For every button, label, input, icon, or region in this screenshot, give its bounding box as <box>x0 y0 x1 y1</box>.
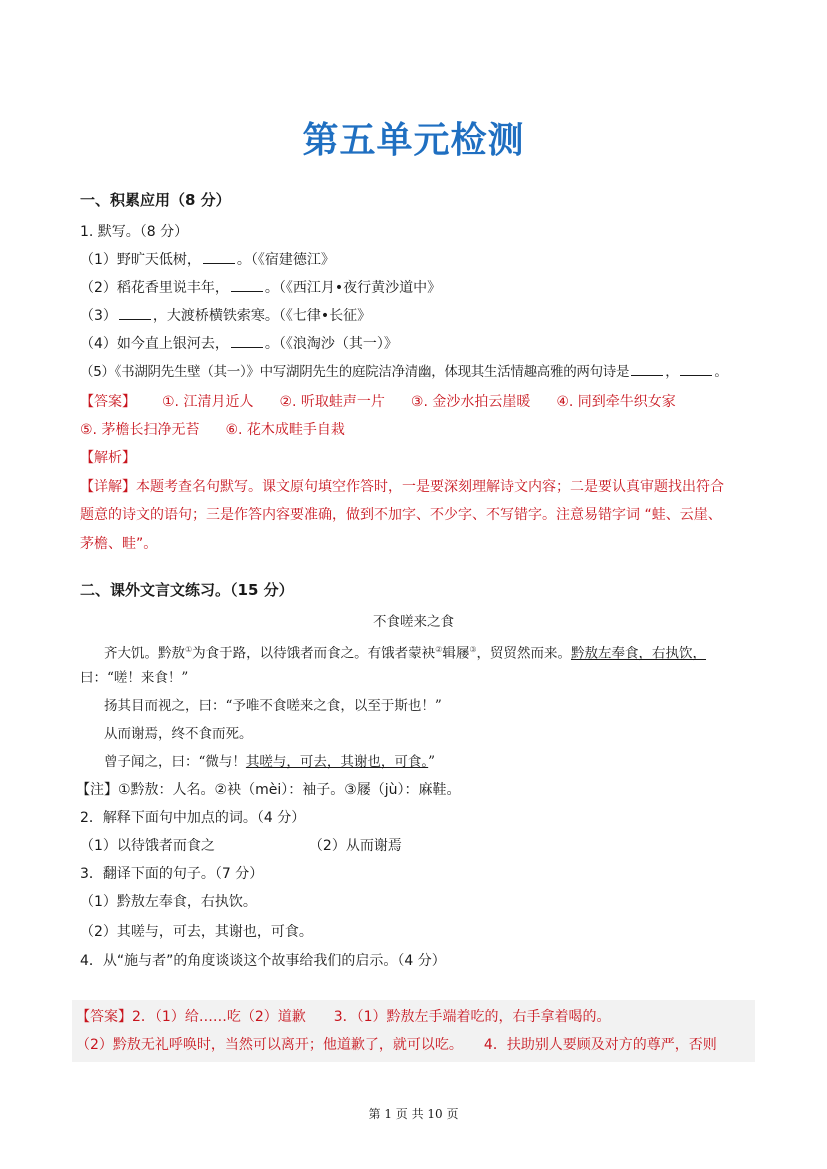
question-2-item-2: （2）从而谢焉 <box>308 838 402 854</box>
passage-text: 曾子闻之，曰：“微与！ <box>104 754 246 770</box>
answer-item: ②. 听取蛙声一片 <box>279 394 385 410</box>
question-4: 4．从“施与者”的角度谈谈这个故事给我们的启示。（4 分） <box>80 953 446 969</box>
fill-item-source: 。（《西江月•夜行黄沙道中》 <box>264 280 442 296</box>
question-1: 1. 默写。（8 分） <box>80 224 189 240</box>
answer-item: ④. 同到牵牛织女家 <box>556 394 676 410</box>
page-title: 第五单元检测 <box>302 120 525 161</box>
fill-item-text: （3） <box>80 308 117 324</box>
question-2-items <box>80 836 402 856</box>
passage-text: 辑屦 <box>442 645 470 662</box>
fill-item-text: （4）如今直上银河去， <box>80 336 229 352</box>
fill-item-source: 。（《宿建德江》 <box>236 252 335 268</box>
answer-item: ①. 江清月近人 <box>162 394 254 410</box>
question-2-item-1: （1）以待饿者而食之 <box>80 838 215 854</box>
answer-line-2: （2）黔敖无礼呼唤时，当然可以离开；他道歉了，就可以吃。 4．扶助别人要顾及对方的尊严，否则 <box>76 1037 717 1053</box>
fill-item-3 <box>80 306 371 326</box>
fill-item-end: 。 <box>714 364 728 380</box>
answer-item: ⑤. 茅檐长扫净无苔 <box>80 422 200 438</box>
passage-line-4: 从而谢焉，终不食而死。 <box>104 726 253 742</box>
page-footer: 第 1 页 共 10 页 <box>368 1107 459 1121</box>
answer-text: 2．（1）给……吃（2）道歉 3．（1）黔敖左手端着吃的，右手拿着喝的。 <box>132 1009 611 1025</box>
passage-text: ，贸贸然而来。 <box>476 645 572 662</box>
passage-text: ” <box>428 754 436 770</box>
detail-line-1: 【详解】本题考查名句默写。课文原句填空作答时，一是要深刻理解诗文内容；二是要认真审题找出符合 <box>80 479 724 495</box>
passage-line-3: 扬其目而视之，曰：“予唯不食嗟来之食，以至于斯也！” <box>104 698 442 714</box>
underlined-sentence: 其嗟与，可去，其谢也，可食。 <box>245 754 429 770</box>
section-1-heading: 一、积累应用（8 分） <box>80 191 231 209</box>
fill-item-4 <box>80 334 398 354</box>
fill-item-source: 。（《浪淘沙（其一）》 <box>264 336 398 352</box>
footnote-marker: ② <box>435 645 443 654</box>
question-3-item-2: （2）其嗟与，可去，其谢也，可食。 <box>80 924 313 940</box>
detail-line-3: 茅檐、畦”。 <box>80 536 158 552</box>
question-3: 3．翻译下面的句子。（7 分） <box>80 866 264 882</box>
analysis-label: 【解析】 <box>80 450 136 466</box>
footnote: 【注】①黔敖：人名。②袂（mèi）：袖子。③屦（jù）：麻鞋。 <box>76 782 461 798</box>
passage-text: 齐大饥。黔敖 <box>104 645 185 662</box>
answer-row-2 <box>80 420 345 440</box>
answer-blank[interactable] <box>231 279 263 292</box>
detail-line-2: 题意的诗文的语句；三是作答内容要准确，做到不加字、不少字、不写错字。注意易错字词 “蛙、云崖、 <box>80 507 722 523</box>
answer-blank[interactable] <box>203 251 235 264</box>
answer-blank[interactable] <box>119 307 151 320</box>
answer-blank[interactable] <box>231 335 263 348</box>
answer-label: 【答案】 <box>80 394 136 410</box>
fill-item-text: （2）稻花香里说丰年， <box>80 280 229 296</box>
passage-title: 不食嗟来之食 <box>373 614 454 630</box>
answer-item: ③. 金沙水拍云崖暖 <box>410 394 531 410</box>
fill-item-text: （5）《书湖阴先生壁（其一）》中写湖阴先生的庭院洁净清幽，体现其生活情趣高雅的两句诗是 <box>80 364 630 380</box>
fill-item-2 <box>80 278 441 298</box>
answer-label: 【答案】 <box>76 1009 132 1025</box>
answer-blank[interactable] <box>631 363 663 376</box>
fill-item-1 <box>80 250 335 270</box>
question-2: 2．解释下面句中加点的词。（4 分） <box>80 810 306 826</box>
fill-item-source: ，大渡桥横铁索寒。（《七律•长征》 <box>152 308 372 324</box>
passage-text: 为食于路，以待饿者而食之。有饿者蒙袂 <box>192 645 436 662</box>
fill-item-separator: ， <box>665 364 679 380</box>
footnote-marker: ① <box>185 645 193 654</box>
passage-line-2: 曰：“嗟！来食！” <box>80 670 189 686</box>
underlined-sentence: 黔敖左奉食，右执饮， <box>571 645 707 662</box>
section-2-heading: 二、课外文言文练习。（15 分） <box>80 581 294 599</box>
answer-blank[interactable] <box>680 363 712 376</box>
question-3-item-1: （1）黔敖左奉食，右执饮。 <box>80 894 257 910</box>
fill-item-5 <box>80 362 728 382</box>
answer-line-1 <box>76 1007 611 1027</box>
passage-line-1 <box>104 640 706 664</box>
footnote-marker: ③ <box>469 645 477 654</box>
answer-row-1 <box>80 392 676 412</box>
fill-item-text: （1）野旷天低树， <box>80 252 201 268</box>
passage-line-5 <box>104 752 435 772</box>
answer-item: ⑥. 花木成畦手自栽 <box>225 422 345 438</box>
